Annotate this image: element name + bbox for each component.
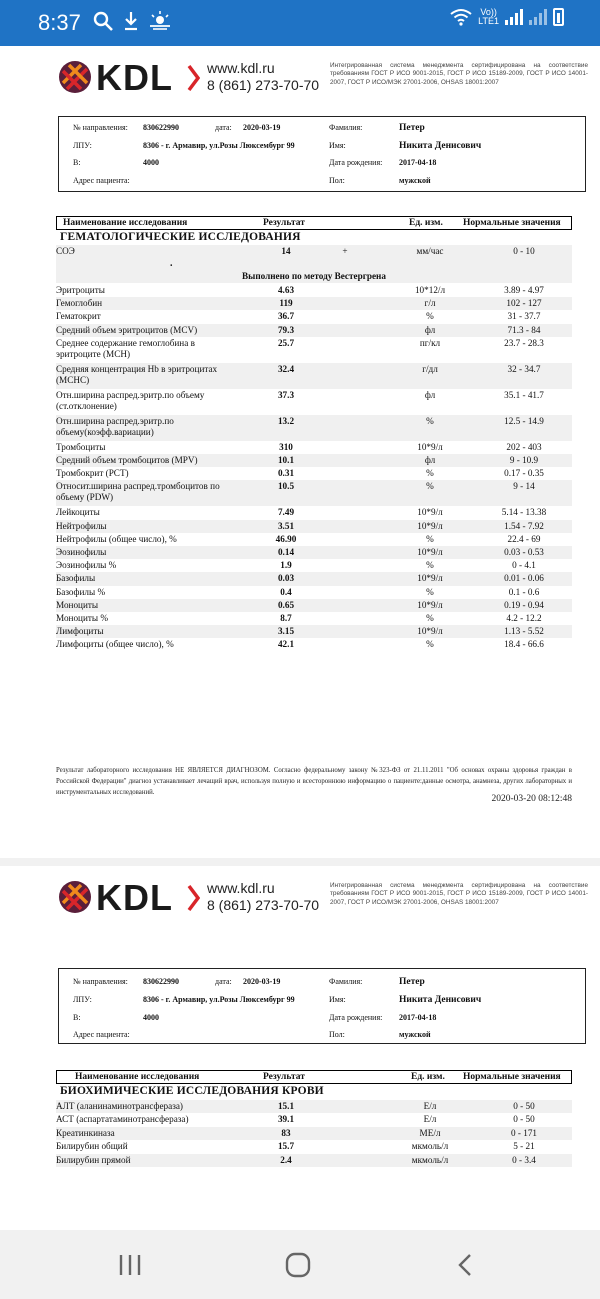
kdl-logo-text: KDL	[96, 57, 173, 98]
test-result: 13.2	[277, 415, 295, 426]
test-unit: 10*9/л	[417, 507, 443, 518]
test-result: 83	[281, 1127, 291, 1138]
test-unit: %	[426, 613, 434, 623]
table-row	[56, 572, 572, 585]
table-row	[56, 1154, 572, 1167]
test-result: 32.4	[277, 363, 295, 374]
table-row	[56, 533, 572, 546]
patient-sex: мужской	[399, 1030, 431, 1039]
test-unit: %	[426, 481, 434, 492]
test-result: 0.65	[277, 599, 295, 610]
test-unit: 10*9/л	[417, 626, 443, 637]
battery-icon	[553, 8, 564, 26]
test-result: 0.4	[280, 586, 292, 597]
test-name: Средняя концентрация Hb в эритроцитах (MCHC)	[56, 363, 218, 385]
name-label: Имя:	[329, 995, 346, 1004]
test-unit: 10*9/л	[417, 520, 443, 531]
test-result: 3.15	[277, 626, 295, 637]
lab-website: www.kdl.ru	[207, 60, 275, 76]
test-unit: МЕ/л	[419, 1127, 441, 1138]
test-name: Относит.ширина распред.тромбоцитов по объему (PDW)	[56, 481, 220, 503]
doctor-code: 4000	[143, 1013, 159, 1022]
test-result: 37.3	[277, 389, 295, 400]
test-norm: 0.17 - 0.35	[504, 468, 544, 479]
address-label: Адрес пациента:	[73, 176, 130, 185]
table-row-esr	[56, 245, 572, 257]
test-norm: 9 - 10.9	[509, 455, 539, 465]
test-result: 15.7	[277, 1141, 295, 1152]
test-result: 0.14	[277, 547, 295, 557]
test-norm: 35.1 - 41.7	[504, 389, 544, 400]
kdl-logo-icon	[58, 60, 92, 94]
test-unit: 10*12/л	[414, 285, 446, 295]
test-name: Эозинофилы	[56, 547, 107, 557]
test-name: Средний объем тромбоцитов (MPV)	[56, 455, 198, 465]
test-norm: 5 - 21	[513, 1141, 535, 1152]
navigation-bar	[0, 1230, 600, 1299]
date-label: дата:	[215, 977, 232, 986]
table-row	[56, 1127, 572, 1140]
test-name: Билирубин общий	[56, 1141, 128, 1152]
test-unit: г/л	[424, 298, 436, 309]
patient-surname: Петер	[399, 977, 425, 987]
test-norm: 0 - 50	[513, 1101, 535, 1111]
test-unit: %	[426, 560, 434, 571]
col-norm-header: Нормальные значения	[463, 1072, 561, 1082]
birth-date: 2017-04-18	[399, 158, 437, 167]
test-unit: %	[426, 533, 434, 544]
test-name: Нейтрофилы (общее число), %	[56, 533, 177, 544]
network-indicator	[478, 8, 499, 26]
test-norm: 0.01 - 0.06	[504, 573, 544, 584]
test-unit: %	[426, 586, 434, 597]
test-name: АСТ (аспартатаминотрансфераза)	[56, 1114, 189, 1125]
birth-label: Дата рождения:	[329, 1013, 383, 1022]
table-row	[56, 389, 572, 415]
section-title: БИОХИМИЧЕСКИЕ ИССЛЕДОВАНИЯ КРОВИ	[60, 1085, 324, 1097]
test-norm: 18.4 - 66.6	[504, 639, 544, 650]
test-name: Билирубин прямой	[56, 1154, 131, 1165]
test-norm: 71.3 - 84	[507, 324, 541, 335]
test-norm: 1.54 - 7.92	[504, 520, 544, 531]
lab-header	[58, 878, 588, 918]
table-row	[56, 625, 572, 638]
test-norm: 31 - 37.7	[507, 311, 541, 322]
test-unit: %	[426, 468, 434, 479]
referral-number: 830622990	[143, 977, 179, 986]
test-norm: 0 - 4.1	[512, 560, 536, 571]
address-label: Адрес пациента:	[73, 1030, 130, 1039]
status-bar	[0, 0, 600, 46]
test-norm: 12.5 - 14.9	[504, 415, 544, 426]
table-header	[56, 216, 572, 230]
col-result-header: Результат	[263, 218, 305, 228]
test-unit: Е/л	[423, 1114, 437, 1125]
test-unit: фл	[424, 389, 436, 400]
page-separator	[0, 858, 600, 866]
test-result: 0.03	[277, 573, 295, 584]
test-name: Тромбоциты	[56, 441, 106, 452]
back-icon[interactable]	[452, 1252, 480, 1278]
hematology-table	[56, 216, 572, 756]
test-result: 2.4	[280, 1154, 292, 1165]
biochemistry-table	[56, 1070, 572, 1170]
table-row	[56, 1113, 572, 1126]
lab-header	[58, 58, 588, 98]
table-row	[56, 284, 572, 297]
method-note: Выполнено по методу Вестергрена	[242, 271, 386, 281]
test-unit: 10*9/л	[417, 441, 443, 452]
test-result: 4.63	[277, 285, 295, 295]
section-title: ГЕМАТОЛОГИЧЕСКИЕ ИССЛЕДОВАНИЯ	[60, 231, 301, 243]
certification-note: Интегрированная система менеджмента сертифицирована на соответствие требованиям ГОСТ Р ИСО 9001-2015, ГОСТ Р ИСО 15189-2009, ГОСТ Р ИСО 14001-2007, ГОСТ Р ИСО/МЭК 27001-2006, OHSAS 18001:2007	[330, 62, 588, 86]
referral-number: 830622990	[143, 123, 179, 132]
signal-icon	[505, 9, 523, 25]
test-name: Лейкоциты	[56, 507, 100, 518]
test-norm: 32 - 34.7	[507, 363, 541, 374]
col-unit-header: Ед. изм.	[409, 218, 443, 228]
test-name: Базофилы %	[56, 586, 106, 597]
doctor-code: 4000	[143, 158, 159, 167]
certification-note: Интегрированная система менеджмента сертифицирована на соответствие требованиям ГОСТ Р ИСО 9001-2015, ГОСТ Р ИСО 15189-2009, ГОСТ Р ИСО 14001-2007, ГОСТ Р ИСО/МЭК 27001-2006, OHSAS 18001:2007	[330, 882, 588, 906]
patient-name: Никита Денисович	[399, 995, 482, 1005]
lpu-label: ЛПУ:	[73, 995, 92, 1004]
test-norm: 4.2 - 12.2	[506, 613, 542, 623]
table-header	[56, 1070, 572, 1084]
patient-sex: мужской	[399, 176, 431, 185]
table-row	[56, 310, 572, 323]
referral-label: № направления:	[73, 123, 128, 132]
test-unit: 10*9/л	[417, 547, 443, 557]
test-name: Отн.ширина распред.эритр.по объему (ст.отклонение)	[56, 389, 205, 411]
chevron-right-icon	[186, 64, 200, 92]
test-name: Нейтрофилы	[56, 520, 107, 531]
test-name: Отн.ширина распред.эритр.по объему(коэфф.вариации)	[56, 415, 174, 437]
table-row	[56, 480, 572, 506]
test-norm: 0 - 171	[510, 1127, 538, 1138]
test-result: 14	[281, 246, 291, 256]
signal-icon	[529, 9, 547, 25]
lpu-value: 8306 - г. Армавир, ул.Розы Люксембург 99	[143, 995, 295, 1004]
table-row	[56, 454, 572, 467]
recent-apps-icon[interactable]	[116, 1252, 144, 1278]
disclaimer: Результат лабораторного исследования НЕ ЯВЛЯЕТСЯ ДИАГНОЗОМ. Согласно федеральному закону №323-ФЗ от 21.11.2011 "Об основах охраны здоровья граждан в Российской Федерации" диагноз устанавливает лечащий врач, используя полную и всестороннюю информацию о пациенте:данные осмотра, анамнеза, других лабораторных и инструментальных исследований.	[56, 767, 572, 796]
col-result-header: Результат	[263, 1072, 305, 1082]
test-unit: %	[426, 415, 434, 426]
test-name: Эозинофилы %	[56, 560, 117, 571]
test-name: Моноциты	[56, 599, 99, 610]
method-block	[56, 257, 572, 283]
name-label: Имя:	[329, 141, 346, 150]
patient-name: Никита Денисович	[399, 141, 482, 151]
chevron-right-icon	[186, 884, 200, 912]
test-name: Моноциты %	[56, 613, 109, 623]
birth-date: 2017-04-18	[399, 1013, 437, 1022]
test-name: Лимфоциты (общее число), %	[56, 639, 174, 650]
status-time: 8:37	[38, 10, 81, 35]
referral-date: 2020-03-19	[243, 123, 281, 132]
lab-phone: 8 (861) 273-70-70	[207, 897, 320, 913]
lab-website: www.kdl.ru	[207, 880, 275, 896]
abnormal-flag: +	[342, 246, 348, 256]
test-result: 8.7	[280, 613, 292, 623]
test-norm: 0 - 10	[513, 246, 535, 256]
test-result: 79.3	[277, 324, 295, 335]
test-unit: фл	[424, 455, 436, 465]
kdl-logo-icon	[58, 880, 92, 914]
test-norm: 5.14 - 13.38	[501, 507, 547, 518]
table-row	[56, 1140, 572, 1153]
col-name-header: Наименование исследования	[75, 1072, 200, 1082]
report-page-2	[0, 866, 600, 1230]
test-result: 39.1	[277, 1114, 295, 1125]
test-name: Креатинкиназа	[56, 1127, 115, 1138]
table-row	[56, 559, 572, 572]
test-unit: мкмоль/л	[411, 1154, 449, 1165]
test-norm: 23.7 - 28.3	[504, 337, 544, 348]
test-unit: 10*9/л	[417, 599, 443, 610]
test-result: 10.1	[277, 455, 295, 465]
wifi-icon	[450, 8, 472, 26]
test-norm: 0.03 - 0.53	[504, 547, 544, 557]
table-row	[56, 506, 572, 519]
home-icon[interactable]	[284, 1252, 312, 1278]
report-page-1	[0, 46, 600, 858]
test-result: 3.51	[277, 520, 295, 531]
test-name: Тромбокрит (PCT)	[56, 468, 129, 479]
table-row	[56, 599, 572, 612]
table-row	[56, 1100, 572, 1113]
test-name: Гематокрит	[56, 311, 101, 322]
test-unit: Е/л	[423, 1101, 437, 1111]
surname-label: Фамилия:	[329, 977, 363, 986]
patient-info	[58, 116, 586, 192]
table-row	[56, 337, 572, 363]
lab-phone: 8 (861) 273-70-70	[207, 77, 320, 93]
test-result: 1.9	[280, 560, 292, 571]
table-row	[56, 520, 572, 533]
test-norm: 0 - 3.4	[512, 1154, 536, 1165]
volte-label: Vo))	[480, 7, 497, 17]
test-name: Средний объем эритроцитов (MCV)	[56, 324, 198, 335]
col-name-header: Наименование исследования	[63, 218, 188, 228]
search-icon	[92, 10, 114, 32]
doctor-label: В:	[73, 158, 81, 167]
table-row	[56, 415, 572, 441]
test-name: СОЭ	[56, 246, 75, 256]
method-dot: .	[170, 258, 173, 269]
table-row	[56, 638, 572, 651]
test-result: 46.90	[275, 533, 297, 544]
test-norm: 9 - 14	[513, 481, 535, 492]
doctor-label: В:	[73, 1013, 81, 1022]
sex-label: Пол:	[329, 176, 345, 185]
referral-date: 2020-03-19	[243, 977, 281, 986]
table-row	[56, 612, 572, 625]
table-row	[56, 324, 572, 337]
sex-label: Пол:	[329, 1030, 345, 1039]
test-unit: фл	[424, 324, 436, 335]
test-name: Среднее содержание гемоглобина в эритроците (MCH)	[56, 337, 195, 359]
birth-label: Дата рождения:	[329, 158, 383, 167]
test-result: 42.1	[277, 639, 295, 650]
test-norm: 0.1 - 0.6	[508, 586, 540, 597]
test-name: Базофилы	[56, 573, 96, 584]
test-name: АЛТ (аланинаминотрансфераза)	[56, 1101, 183, 1111]
table-row	[56, 467, 572, 480]
test-norm: 0.19 - 0.94	[504, 599, 544, 610]
test-unit: мм/час	[416, 246, 444, 256]
patient-info	[58, 968, 586, 1044]
test-norm: 102 - 127	[506, 298, 542, 309]
date-label: дата:	[215, 123, 232, 132]
patient-surname: Петер	[399, 123, 425, 133]
test-unit: пг/кл	[419, 337, 441, 348]
surname-label: Фамилия:	[329, 123, 363, 132]
col-norm-header: Нормальные значения	[463, 218, 561, 228]
test-result: 310	[279, 441, 293, 452]
test-result: 0.31	[277, 468, 295, 479]
lte-label: LTE1	[478, 16, 499, 26]
table-row	[56, 546, 572, 559]
test-result: 7.49	[277, 507, 295, 518]
test-norm: 202 - 403	[506, 441, 542, 452]
test-name: Гемоглобин	[56, 298, 103, 309]
table-row	[56, 363, 572, 389]
referral-label: № направления:	[73, 977, 128, 986]
table-row	[56, 441, 572, 454]
test-result: 25.7	[277, 337, 295, 348]
test-unit: %	[426, 311, 434, 322]
test-norm: 1.13 - 5.52	[504, 626, 544, 637]
test-result: 10.5	[277, 481, 295, 492]
test-norm: 0 - 50	[513, 1114, 535, 1125]
col-unit-header: Ед. изм.	[411, 1072, 445, 1082]
weather-icon	[148, 10, 172, 32]
test-unit: мкмоль/л	[411, 1141, 449, 1152]
table-row	[56, 297, 572, 310]
test-unit: %	[426, 639, 434, 650]
lpu-value: 8306 - г. Армавир, ул.Розы Люксембург 99	[143, 141, 295, 150]
report-datetime: 2020-03-20 08:12:48	[491, 794, 572, 804]
test-unit: г/дл	[422, 363, 438, 374]
test-result: 15.1	[277, 1101, 295, 1111]
download-icon	[122, 10, 140, 32]
test-name: Эритроциты	[56, 285, 105, 295]
kdl-logo-text: KDL	[96, 877, 173, 918]
test-name: Лимфоциты	[56, 626, 104, 637]
test-norm: 22.4 - 69	[507, 533, 541, 544]
test-result: 119	[279, 298, 293, 309]
test-result: 36.7	[277, 311, 295, 322]
test-norm: 3.89 - 4.97	[504, 285, 544, 295]
lpu-label: ЛПУ:	[73, 141, 92, 150]
test-unit: 10*9/л	[417, 573, 443, 584]
table-row	[56, 586, 572, 599]
